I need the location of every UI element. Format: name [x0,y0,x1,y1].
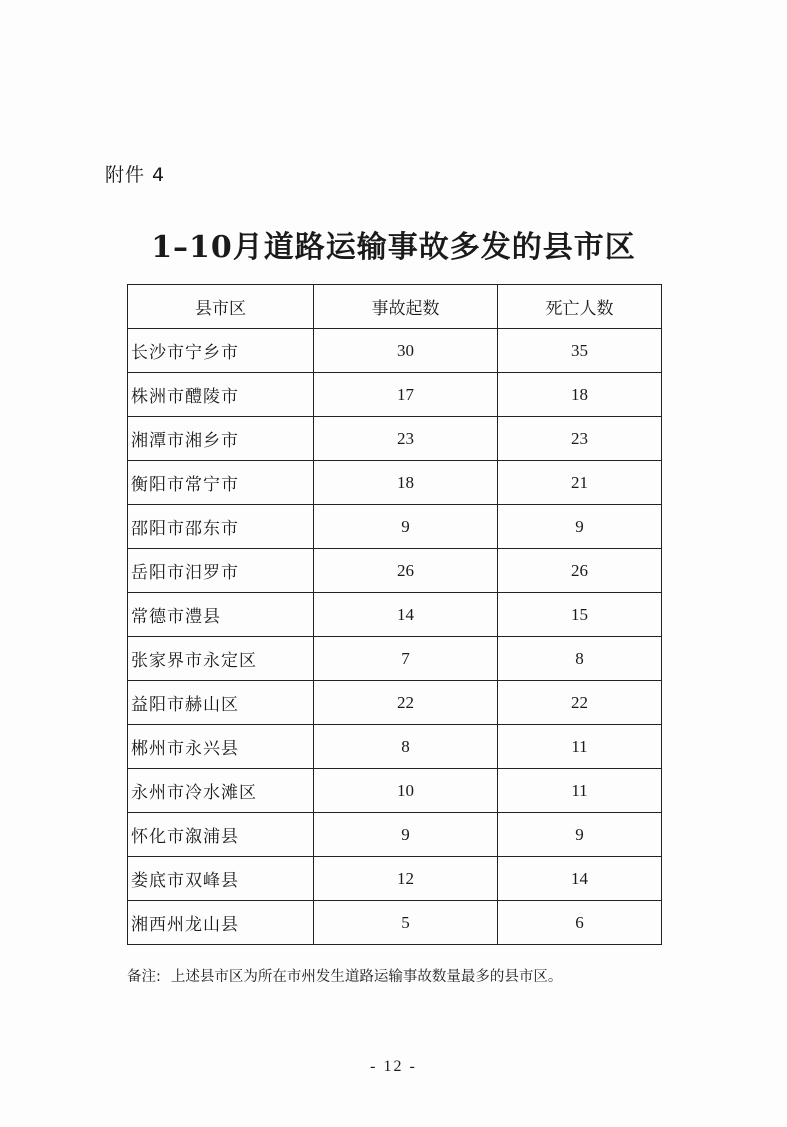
accidents-cell: 7 [314,637,498,681]
table-row [128,417,662,461]
deaths-cell: 14 [498,857,662,901]
accidents-cell: 10 [314,769,498,813]
area-cell: 永州市冷水滩区 [128,769,314,813]
area-cell: 郴州市永兴县 [128,725,314,769]
accidents-cell: 14 [314,593,498,637]
area-cell: 怀化市溆浦县 [128,813,314,857]
deaths-cell: 11 [498,769,662,813]
table-row [128,769,662,813]
accidents-cell: 26 [314,549,498,593]
footnote-label: 备注: [127,969,161,985]
accidents-cell: 22 [314,681,498,725]
column-header-accidents: 事故起数 [314,285,498,329]
accidents-cell: 9 [314,505,498,549]
deaths-cell: 8 [498,637,662,681]
deaths-cell: 21 [498,461,662,505]
table-row [128,637,662,681]
page-number: - 12 - [370,1058,417,1075]
deaths-cell: 15 [498,593,662,637]
deaths-cell: 35 [498,329,662,373]
deaths-cell: 6 [498,901,662,945]
accidents-cell: 8 [314,725,498,769]
area-cell: 张家界市永定区 [128,637,314,681]
deaths-cell: 9 [498,505,662,549]
footnote-text: 上述县市区为所在市州发生道路运输事故数量最多的县市区。 [170,969,563,985]
table-row [128,813,662,857]
area-cell: 岳阳市汨罗市 [128,549,314,593]
area-cell: 株洲市醴陵市 [128,373,314,417]
table-row [128,593,662,637]
table-row [128,901,662,945]
table-row [128,329,662,373]
deaths-cell: 22 [498,681,662,725]
area-cell: 衡阳市常宁市 [128,461,314,505]
area-cell: 常德市澧县 [128,593,314,637]
deaths-cell: 9 [498,813,662,857]
attachment-label: 附件 4 [105,164,166,186]
accidents-cell: 5 [314,901,498,945]
area-cell: 长沙市宁乡市 [128,329,314,373]
table-row [128,549,662,593]
page-title: 1–10月道路运输事故多发的县市区 [151,230,636,265]
area-cell: 益阳市赫山区 [128,681,314,725]
table-row [128,857,662,901]
area-cell: 娄底市双峰县 [128,857,314,901]
table-row [128,373,662,417]
accident-table [127,284,662,945]
table-row [128,725,662,769]
table-header-row [128,285,662,329]
table-body [128,329,662,945]
area-cell: 湘潭市湘乡市 [128,417,314,461]
deaths-cell: 18 [498,373,662,417]
accidents-cell: 17 [314,373,498,417]
area-cell: 湘西州龙山县 [128,901,314,945]
accidents-cell: 23 [314,417,498,461]
deaths-cell: 26 [498,549,662,593]
deaths-cell: 11 [498,725,662,769]
column-header-area: 县市区 [128,285,314,329]
area-cell: 邵阳市邵东市 [128,505,314,549]
table-row [128,461,662,505]
table-row [128,505,662,549]
deaths-cell: 23 [498,417,662,461]
column-header-deaths: 死亡人数 [498,285,662,329]
accidents-cell: 30 [314,329,498,373]
accidents-cell: 9 [314,813,498,857]
table-row [128,681,662,725]
accidents-cell: 12 [314,857,498,901]
footnote [127,965,562,986]
accidents-cell: 18 [314,461,498,505]
